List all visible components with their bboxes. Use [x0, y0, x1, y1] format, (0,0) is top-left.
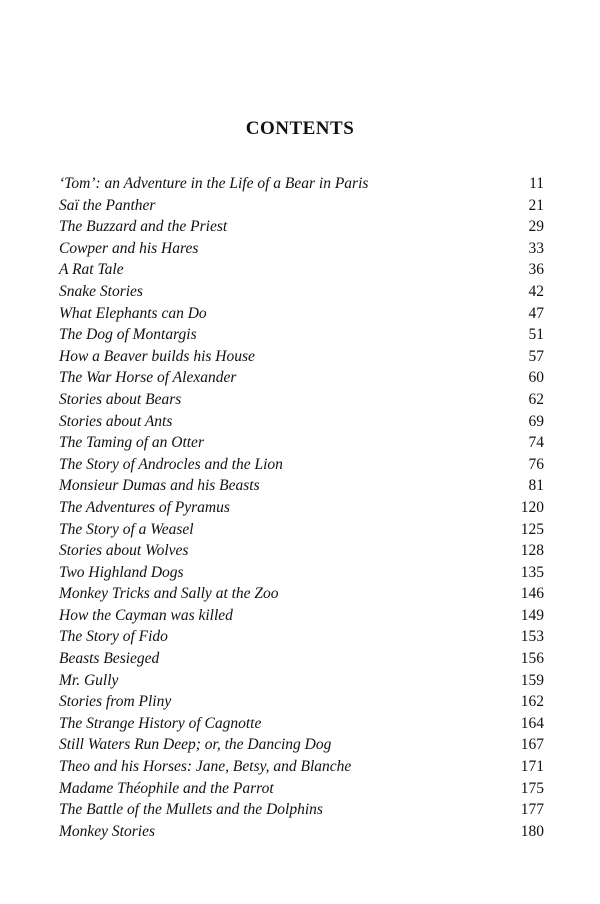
toc-entry-page-number: 42 — [528, 282, 544, 300]
toc-entry — [59, 346, 544, 368]
toc-entry-title: The Story of Fido — [59, 628, 168, 646]
toc-entry — [59, 238, 544, 260]
toc-entry-page-number: 180 — [520, 822, 544, 840]
toc-entry-title: Saï the Panther — [59, 196, 156, 214]
toc-entry — [59, 389, 544, 411]
page-title: CONTENTS — [245, 118, 355, 139]
toc-entry-title: The War Horse of Alexander — [59, 369, 237, 387]
toc-entry-title: The Story of a Weasel — [59, 520, 194, 538]
toc-entry-page-number: 175 — [520, 779, 544, 797]
toc-entry — [59, 475, 544, 497]
toc-entry — [59, 713, 544, 735]
toc-entry-title: Stories from Pliny — [59, 693, 172, 711]
toc-entry-title: Stories about Ants — [59, 412, 173, 430]
toc-entry-page-number: 60 — [528, 369, 544, 387]
toc-entry — [59, 411, 544, 433]
toc-entry-page-number: 29 — [528, 218, 544, 236]
toc-entry-page-number: 159 — [520, 671, 544, 689]
toc-entry-page-number: 33 — [528, 239, 544, 257]
toc-entry — [59, 497, 544, 519]
toc-entry-page-number: 171 — [520, 758, 544, 776]
toc-entry-page-number: 36 — [528, 261, 544, 279]
toc-entry-title: Monsieur Dumas and his Beasts — [59, 477, 260, 495]
toc-entry-title: Stories about Wolves — [59, 542, 189, 560]
toc-entry-page-number: 57 — [528, 347, 544, 365]
toc-entry-title: The Strange History of Cagnotte — [59, 714, 262, 732]
toc-entry-page-number: 146 — [520, 585, 544, 603]
toc-entry-title: A Rat Tale — [59, 261, 124, 279]
toc-entry-title: The Battle of the Mullets and the Dolphins — [59, 801, 323, 819]
toc-entry-page-number: 149 — [520, 606, 544, 624]
toc-entry — [59, 173, 544, 195]
toc-entry-title: The Buzzard and the Priest — [59, 218, 228, 236]
toc-entry-page-number: 47 — [528, 304, 544, 322]
toc-entry — [59, 454, 544, 476]
toc-entry-title: Theo and his Horses: Jane, Betsy, and Blanche — [59, 758, 352, 776]
toc-entry-page-number: 177 — [520, 801, 544, 819]
toc-entry — [59, 195, 544, 217]
toc-entry — [59, 670, 544, 692]
toc-entry-title: Monkey Stories — [59, 822, 155, 840]
toc-entry-page-number: 81 — [528, 477, 544, 495]
toc-entry — [59, 324, 544, 346]
toc-entry — [59, 756, 544, 778]
toc-entry-page-number: 135 — [520, 563, 544, 581]
toc-entry-page-number: 62 — [528, 390, 544, 408]
toc-entry-title: What Elephants can Do — [59, 304, 207, 322]
toc-entry-title: Still Waters Run Deep; or, the Dancing Dog — [59, 736, 332, 754]
toc-entry-page-number: 128 — [520, 542, 544, 560]
toc-entry-page-number: 51 — [528, 326, 544, 344]
toc-entry — [59, 821, 544, 843]
toc-entry-title: The Dog of Montargis — [59, 326, 197, 344]
toc-entry-title: The Story of Androcles and the Lion — [59, 455, 283, 473]
toc-entry-page-number: 156 — [520, 650, 544, 668]
toc-entry-title: Snake Stories — [59, 282, 143, 300]
toc-entry — [59, 605, 544, 627]
toc-entry-page-number: 167 — [520, 736, 544, 754]
toc-entry-title: Cowper and his Hares — [59, 239, 199, 257]
toc-entry-page-number: 21 — [528, 196, 544, 214]
toc-entry-page-number: 69 — [528, 412, 544, 430]
toc-entry — [59, 367, 544, 389]
toc-entry — [59, 303, 544, 325]
toc-entry — [59, 734, 544, 756]
toc-entry-title: Monkey Tricks and Sally at the Zoo — [59, 585, 279, 603]
toc-entry-title: Mr. Gully — [59, 671, 119, 689]
toc-entry — [59, 281, 544, 303]
toc-entry — [59, 799, 544, 821]
table-of-contents — [59, 173, 544, 842]
toc-entry-title: How the Cayman was killed — [59, 606, 233, 624]
toc-entry — [59, 432, 544, 454]
toc-entry-title: Beasts Besieged — [59, 650, 160, 668]
toc-entry-page-number: 11 — [529, 175, 544, 192]
toc-entry — [59, 562, 544, 584]
toc-entry-page-number: 153 — [520, 628, 544, 646]
toc-entry-title: ‘Tom’: an Adventure in the Life of a Bear in Paris — [59, 175, 369, 192]
toc-entry-page-number: 74 — [528, 434, 544, 452]
toc-entry-page-number: 76 — [528, 455, 544, 473]
toc-entry-page-number: 164 — [520, 714, 544, 732]
toc-entry-title: The Taming of an Otter — [59, 434, 204, 452]
toc-entry-title: Stories about Bears — [59, 390, 182, 408]
toc-entry — [59, 691, 544, 713]
toc-entry-title: The Adventures of Pyramus — [59, 498, 230, 516]
toc-entry-page-number: 120 — [520, 498, 544, 516]
toc-entry — [59, 648, 544, 670]
toc-entry-page-number: 125 — [520, 520, 544, 538]
toc-entry — [59, 259, 544, 281]
toc-entry-title: Two Highland Dogs — [59, 563, 184, 581]
toc-entry — [59, 778, 544, 800]
toc-entry — [59, 216, 544, 238]
toc-entry — [59, 583, 544, 605]
toc-entry — [59, 626, 544, 648]
toc-entry — [59, 540, 544, 562]
toc-entry-title: Madame Théophile and the Parrot — [59, 779, 274, 797]
toc-entry-page-number: 162 — [520, 693, 544, 711]
toc-entry — [59, 519, 544, 541]
toc-entry-title: How a Beaver builds his House — [59, 347, 255, 365]
